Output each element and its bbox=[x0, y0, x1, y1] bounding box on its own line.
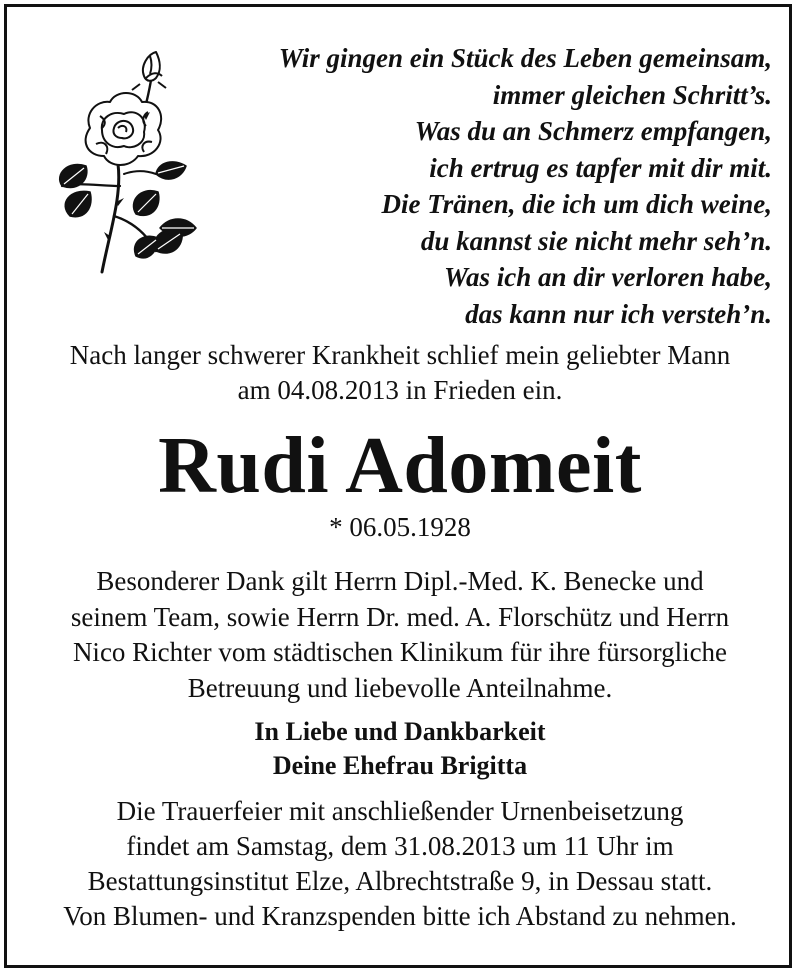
funeral-line: Bestattungsinstitut Elze, Albrechtstraße 9, in Dessau statt. bbox=[87, 866, 713, 896]
poem-line: das kann nur ich versteh’n. bbox=[465, 298, 772, 329]
announcement-line: Nach langer schwerer Krankheit schlief mein geliebter Mann bbox=[69, 340, 731, 370]
birth-date: * 06.05.1928 bbox=[329, 512, 471, 542]
funeral-line: Von Blumen- und Kranzspenden bitte ich Abstand zu nehmen. bbox=[63, 901, 737, 931]
funeral-line: findet am Samstag, dem 31.08.2013 um 11 Uhr im bbox=[126, 831, 674, 861]
poem-line: immer gleichen Schritt’s. bbox=[492, 79, 772, 110]
thanks-line: Nico Richter vom städtischen Klinikum für ihre fürsorgliche bbox=[72, 637, 728, 667]
signature bbox=[0, 715, 800, 783]
signature-line: In Liebe und Dankbarkeit bbox=[254, 717, 546, 746]
death-announcement bbox=[0, 338, 800, 408]
poem-line: Was ich an dir verloren habe, bbox=[443, 262, 772, 292]
poem-line: Die Tränen, die ich um dich weine, bbox=[381, 189, 772, 219]
announcement-line: am 04.08.2013 in Frieden ein. bbox=[237, 375, 563, 405]
deceased-name: Rudi Adomeit bbox=[158, 422, 642, 510]
poem-line: Was du an Schmerz empfangen, bbox=[414, 116, 772, 146]
thanks-line: Betreuung und liebevolle Anteilnahme. bbox=[187, 672, 613, 703]
poem bbox=[212, 40, 772, 332]
poem-line: ich ertrug es tapfer mit dir mit. bbox=[429, 152, 772, 183]
thanks-line: seinem Team, sowie Herrn Dr. med. A. Florschütz und Herrn bbox=[70, 601, 730, 632]
thanks-line: Besonderer Dank gilt Herrn Dipl.-Med. K. Benecke und bbox=[96, 566, 704, 596]
funeral-details bbox=[0, 794, 800, 934]
thanks-paragraph bbox=[0, 564, 800, 706]
poem-line: Wir gingen ein Stück des Leben gemeinsam, bbox=[278, 43, 772, 73]
poem-line: du kannst sie nicht mehr seh’n. bbox=[420, 225, 772, 256]
signature-line: Deine Ehefrau Brigitta bbox=[272, 751, 528, 780]
funeral-line: Die Trauerfeier mit anschließender Urnenbeisetzung bbox=[116, 796, 684, 826]
rose-icon bbox=[40, 46, 200, 274]
